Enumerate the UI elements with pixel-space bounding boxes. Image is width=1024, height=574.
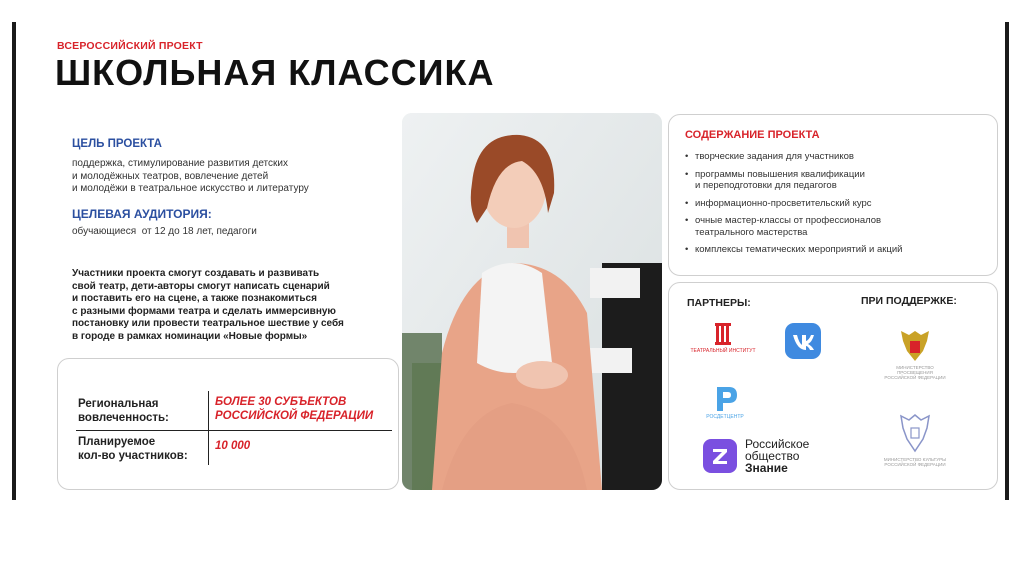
minpros-caption bbox=[883, 365, 947, 380]
regional-value bbox=[215, 395, 373, 423]
slide-border-left bbox=[12, 22, 16, 500]
content-item-line: и переподготовки для педагогов bbox=[695, 180, 837, 191]
description-line: в городе в рамках номинации «Новые формы» bbox=[72, 330, 308, 342]
regional-label-line: вовлеченность: bbox=[78, 412, 169, 424]
description-line: и поставить его на сцене, а также познакомиться bbox=[72, 293, 317, 304]
minpros-emblem bbox=[883, 325, 947, 381]
description-line: с разными формами театра и сделать иммерсивную bbox=[72, 305, 336, 317]
content-item-line: • очные мастер-классы от профессионалов bbox=[695, 215, 882, 226]
audience-heading: ЦЕЛЕВАЯ АУДИТОРИЯ: bbox=[72, 207, 212, 221]
project-description bbox=[72, 268, 372, 343]
vk-logo bbox=[785, 323, 821, 359]
theatre-institute-logo bbox=[689, 321, 757, 361]
goal-line: поддержка, стимулирование развития детских bbox=[72, 158, 288, 169]
support-heading: ПРИ ПОДДЕРЖКЕ: bbox=[861, 295, 957, 307]
mincult-caption bbox=[883, 457, 947, 467]
content-item-line: • программы повышения квалификации bbox=[695, 168, 865, 180]
mincult-emblem bbox=[883, 411, 947, 471]
partners-heading: ПАРТНЕРЫ: bbox=[687, 297, 751, 309]
rosdetcentr-caption: РОСДЕТЦЕНТР bbox=[706, 414, 744, 420]
audience-text: обучающиеся от 12 до 18 лет, педагоги bbox=[72, 226, 257, 237]
znanie-name bbox=[745, 438, 809, 474]
content-panel bbox=[668, 114, 998, 276]
participants-value: 10 000 bbox=[215, 440, 251, 452]
rosdetcentr-icon bbox=[697, 383, 753, 415]
stats-panel bbox=[57, 358, 399, 490]
content-item-line: комплексы тематических мероприятий и акций bbox=[695, 244, 903, 255]
stats-divider-vertical bbox=[208, 391, 209, 465]
content-item bbox=[685, 169, 985, 192]
regional-label bbox=[78, 397, 169, 425]
content-item bbox=[685, 244, 985, 256]
content-heading: СОДЕРЖАНИЕ ПРОЕКТА bbox=[685, 129, 820, 141]
regional-value-line: БОЛЕЕ 30 СУБЪЕКТОВ bbox=[215, 396, 347, 408]
goal-text bbox=[72, 158, 309, 196]
znanie-name-line: Российское bbox=[745, 437, 810, 451]
content-item bbox=[685, 198, 985, 210]
slide-border-right bbox=[1005, 22, 1009, 500]
vk-icon bbox=[785, 323, 821, 359]
mincult-caption-line: РОССИЙСКОЙ ФЕДЕРАЦИИ bbox=[884, 462, 946, 467]
theatre-institute-caption: ТЕАТРАЛЬНЫЙ ИНСТИТУТ bbox=[690, 348, 756, 354]
znanie-icon bbox=[703, 439, 737, 473]
mincult-caption-line: МИНИСТЕРСТВО КУЛЬТУРЫ bbox=[883, 457, 947, 462]
minpros-caption-line: МИНИСТЕРСТВО ПРОСВЕЩЕНИЯ bbox=[896, 365, 934, 375]
page-title: ШКОЛЬНАЯ КЛАССИКА bbox=[55, 52, 495, 93]
description-line: Участники проекта смогут создавать и развивать bbox=[72, 268, 320, 279]
goal-line: и молодёжи в театральное искусство и литературу bbox=[72, 183, 309, 194]
content-item-line: театрального мастерства bbox=[695, 226, 808, 238]
regional-value-line: РОССИЙСКОЙ ФЕДЕРАЦИИ bbox=[215, 410, 374, 422]
content-item bbox=[685, 215, 985, 238]
content-item-line: творческие задания для участников bbox=[695, 151, 854, 162]
goal-heading: ЦЕЛЬ ПРОЕКТА bbox=[72, 138, 162, 150]
participants-label-line: кол-во участников: bbox=[78, 450, 188, 462]
znanie-name-line: Знание bbox=[745, 461, 788, 475]
regional-label-line: Региональная bbox=[78, 398, 159, 410]
participants-label bbox=[78, 435, 188, 463]
goal-line: и молодёжных театров, вовлечение детей bbox=[72, 170, 269, 182]
stats-divider-horizontal bbox=[76, 430, 392, 431]
description-line: свой театр, дети-авторы смогут написать сценарий bbox=[72, 280, 330, 292]
theatre-institute-icon bbox=[689, 321, 757, 347]
double-eagle-outline-icon bbox=[883, 411, 947, 455]
hero-photo bbox=[402, 113, 662, 490]
minpros-caption-line: РОССИЙСКОЙ ФЕДЕРАЦИИ bbox=[884, 375, 946, 380]
rosdetcentr-logo bbox=[697, 383, 753, 425]
description-line: постановку или провести театральное шествие у себя bbox=[72, 318, 344, 329]
project-kicker: ВСЕРОССИЙСКИЙ ПРОЕКТ bbox=[57, 40, 203, 52]
actress-illustration bbox=[402, 113, 662, 490]
partners-panel bbox=[668, 282, 998, 490]
participants-label-line: Планируемое bbox=[78, 436, 156, 448]
znanie-name-line: общество bbox=[745, 449, 800, 463]
znanie-logo bbox=[703, 439, 737, 473]
content-item bbox=[685, 151, 985, 163]
double-eagle-icon bbox=[883, 325, 947, 365]
content-list bbox=[685, 151, 985, 262]
content-item-line: информационно-просветительский курс bbox=[695, 197, 872, 209]
